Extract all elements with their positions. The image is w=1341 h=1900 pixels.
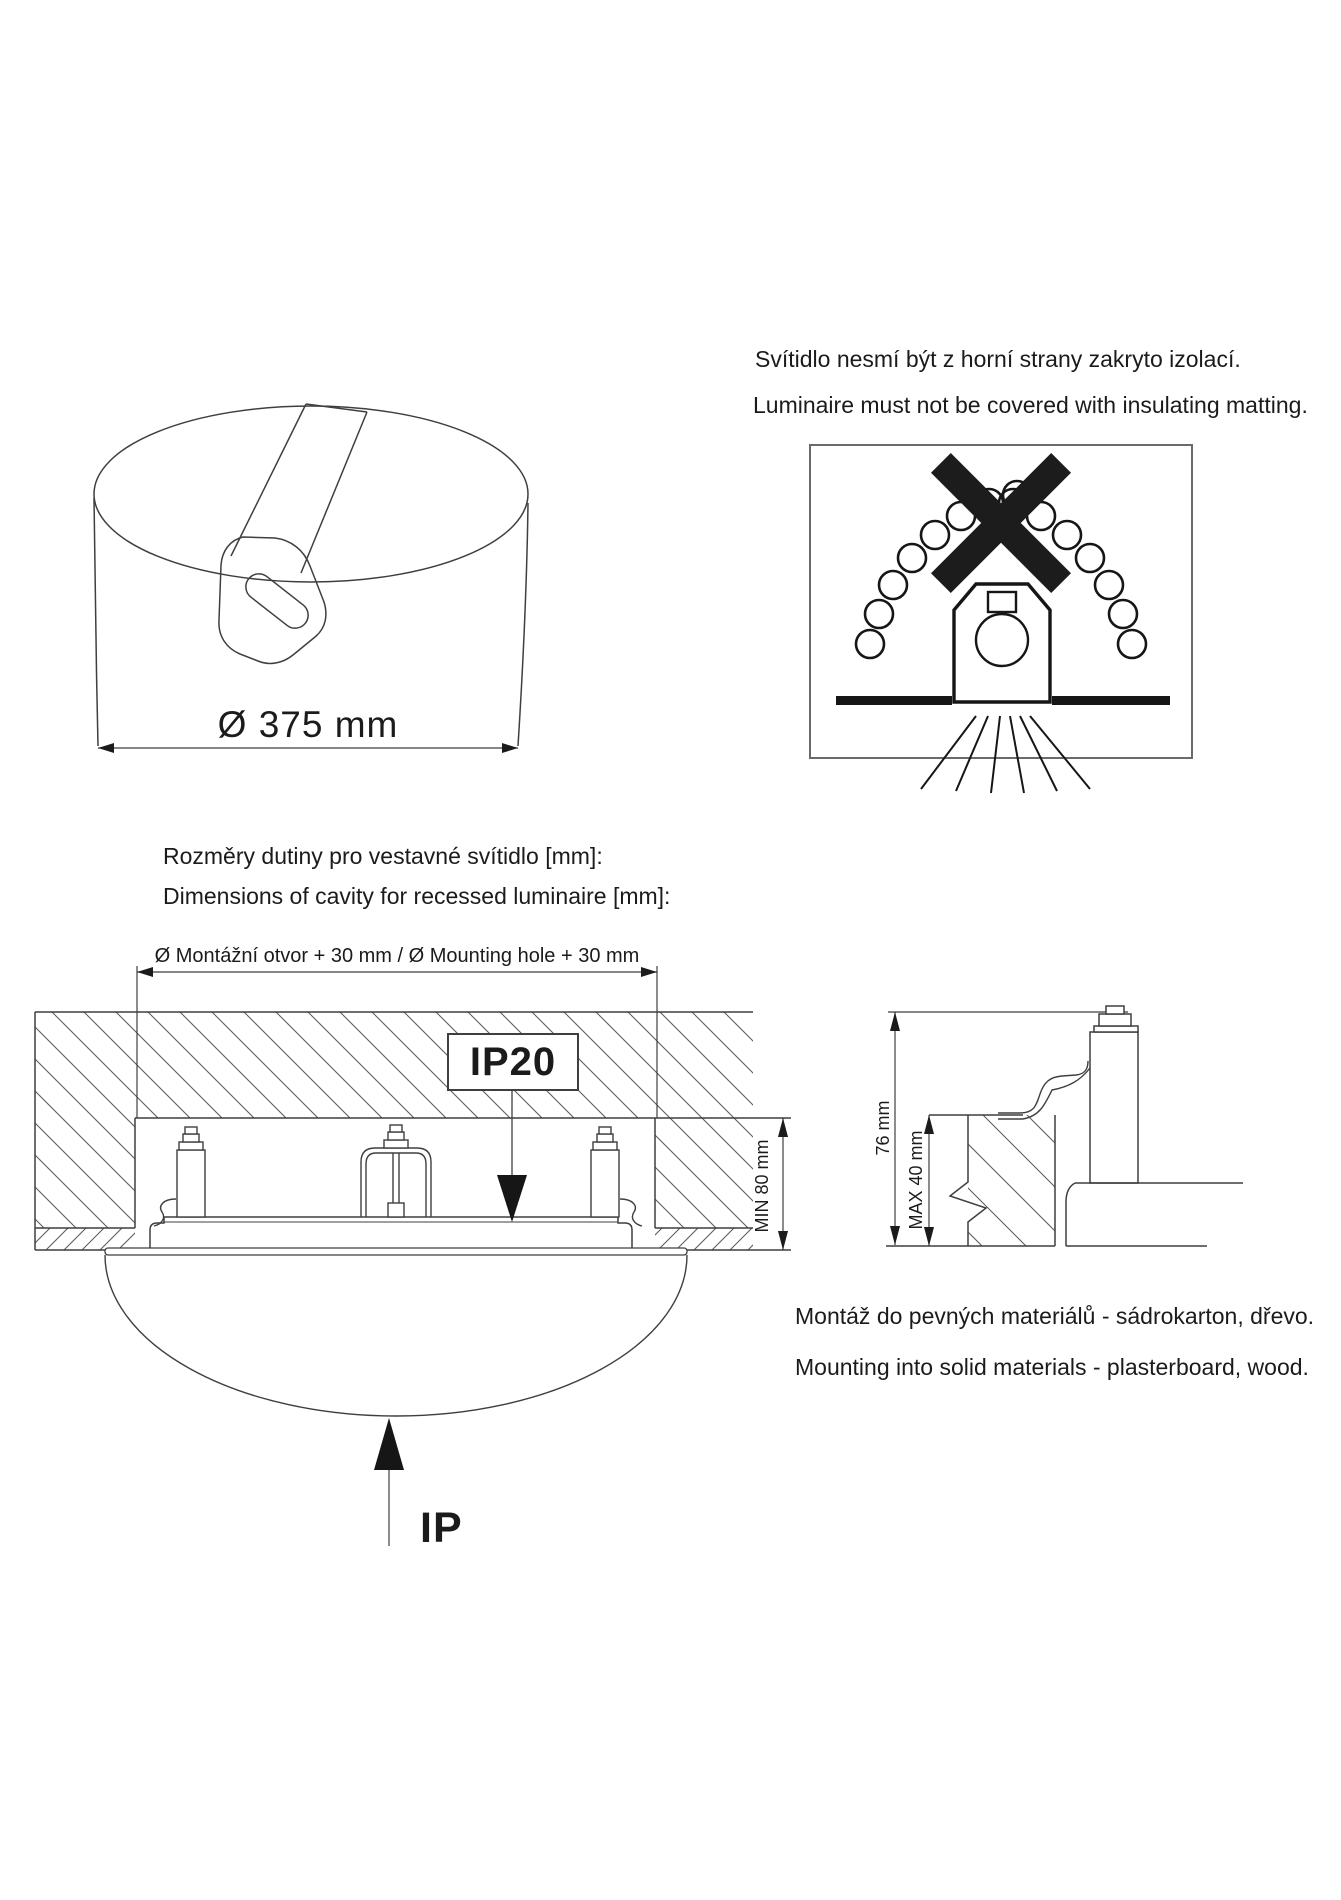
centre-bracket — [361, 1125, 431, 1217]
insulation-note-czech: Svítidlo nesmí být z horní strany zakryto izolací. — [755, 346, 1241, 372]
mounting-hole-dimension-label: Ø Montážní otvor + 30 mm / Ø Mounting hole + 30 mm — [154, 945, 640, 967]
edge-clip-right — [620, 1199, 642, 1226]
spring-clip — [998, 1061, 1090, 1119]
lamp-housing — [954, 584, 1050, 702]
cavity-heading-czech: Rozměry dutiny pro vestavné svítidlo [mm]: — [163, 843, 603, 869]
ip-arrow-label: IP — [420, 1504, 463, 1552]
cavity-heading-english: Dimensions of cavity for recessed luminaire [mm]: — [163, 883, 671, 909]
mounting-stud-right — [591, 1127, 619, 1217]
trim-ring — [105, 1248, 687, 1255]
ip20-arrow — [497, 1175, 527, 1222]
ceiling-board-right — [655, 1228, 753, 1250]
threaded-post — [1090, 1006, 1138, 1183]
max-panel-label: MAX 40 mm — [906, 1130, 926, 1230]
ip-direction-arrow — [374, 1418, 404, 1470]
total-height-label: 76 mm — [873, 1100, 893, 1156]
glass-dome — [105, 1255, 687, 1416]
luminaire-flange — [1066, 1183, 1243, 1246]
diameter-dimension-label: Ø 375 mm — [217, 704, 399, 745]
mounting-stud-left — [177, 1127, 205, 1217]
min-depth-dimension — [778, 1118, 788, 1250]
ip20-rating-label: IP20 — [469, 1040, 557, 1084]
no-insulation-pictogram — [806, 441, 1198, 763]
ceiling-board-left — [35, 1228, 135, 1250]
recessed-mounting-cross-section — [30, 960, 800, 1560]
mounting-note-english: Mounting into solid materials - plasterboard, wood. — [795, 1354, 1309, 1380]
insulation-note-english: Luminaire must not be covered with insulating matting. — [753, 392, 1308, 418]
ceiling-slab-hatch — [35, 1012, 753, 1228]
panel-hatch — [968, 1115, 1055, 1246]
min-depth-label: MIN 80 mm — [752, 1139, 772, 1233]
mounting-note-czech: Montáž do pevných materiálů - sádrokarton, dřevo. — [795, 1303, 1315, 1329]
